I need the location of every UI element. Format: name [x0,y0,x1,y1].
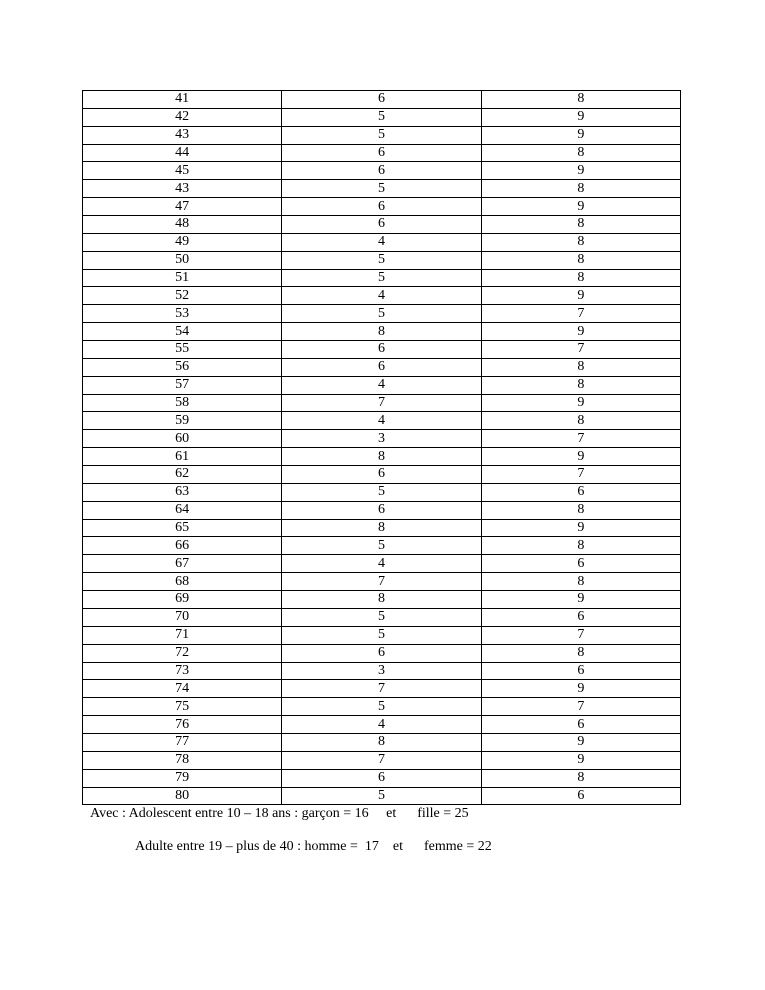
number-cell: 43 [83,180,282,198]
value-cell-a: 8 [282,591,481,609]
value-cell-a: 7 [282,751,481,769]
value-cell-b: 7 [481,341,680,359]
number-cell: 78 [83,751,282,769]
number-cell: 79 [83,769,282,787]
table-row [83,180,681,198]
value-cell-a: 6 [282,358,481,376]
value-cell-b: 7 [481,698,680,716]
value-cell-b: 9 [481,126,680,144]
value-cell-b: 8 [481,501,680,519]
note-adulte: Adulte entre 19 – plus de 40 : homme = 17 et femme = 22 [135,839,492,854]
table-row [83,680,681,698]
value-cell-a: 6 [282,162,481,180]
number-cell: 62 [83,466,282,484]
value-cell-a: 5 [282,251,481,269]
table-row [83,448,681,466]
number-cell: 73 [83,662,282,680]
value-cell-b: 8 [481,180,680,198]
table-row [83,787,681,805]
value-cell-a: 5 [282,126,481,144]
value-cell-a: 6 [282,341,481,359]
table-row [83,483,681,501]
number-cell: 53 [83,305,282,323]
table-row [83,501,681,519]
table-row [83,287,681,305]
table-row [83,662,681,680]
value-cell-b: 8 [481,537,680,555]
table-row [83,573,681,591]
number-cell: 77 [83,733,282,751]
value-cell-b: 8 [481,769,680,787]
number-cell: 59 [83,412,282,430]
value-cell-a: 4 [282,287,481,305]
number-cell: 45 [83,162,282,180]
table-row [83,466,681,484]
value-cell-b: 9 [481,519,680,537]
table-row [83,769,681,787]
data-table [82,90,681,805]
number-cell: 71 [83,626,282,644]
number-cell: 66 [83,537,282,555]
number-cell: 76 [83,716,282,734]
value-cell-b: 8 [481,412,680,430]
table-body [83,91,681,805]
table-row [83,358,681,376]
value-cell-b: 9 [481,323,680,341]
value-cell-b: 8 [481,91,680,109]
value-cell-a: 5 [282,698,481,716]
number-cell: 52 [83,287,282,305]
number-cell: 41 [83,91,282,109]
value-cell-b: 9 [481,680,680,698]
value-cell-a: 5 [282,269,481,287]
number-cell: 48 [83,216,282,234]
number-cell: 63 [83,483,282,501]
value-cell-a: 4 [282,233,481,251]
value-cell-b: 9 [481,198,680,216]
value-cell-b: 6 [481,483,680,501]
value-cell-b: 9 [481,108,680,126]
value-cell-b: 9 [481,162,680,180]
table-row [83,323,681,341]
value-cell-b: 9 [481,448,680,466]
value-cell-b: 9 [481,591,680,609]
table-row [83,626,681,644]
value-cell-a: 7 [282,573,481,591]
value-cell-b: 9 [481,733,680,751]
table-row [83,126,681,144]
table-row [83,251,681,269]
table-row [83,537,681,555]
value-cell-b: 8 [481,233,680,251]
table-row [83,430,681,448]
value-cell-b: 7 [481,626,680,644]
value-cell-a: 5 [282,626,481,644]
number-cell: 69 [83,591,282,609]
table-row [83,341,681,359]
value-cell-b: 9 [481,287,680,305]
number-cell: 64 [83,501,282,519]
value-cell-b: 8 [481,573,680,591]
note-adolescent: Avec : Adolescent entre 10 – 18 ans : garçon = 16 et fille = 25 [90,806,469,821]
value-cell-a: 5 [282,305,481,323]
number-cell: 68 [83,573,282,591]
table-row [83,162,681,180]
value-cell-a: 5 [282,180,481,198]
table-row [83,644,681,662]
value-cell-b: 8 [481,251,680,269]
number-cell: 61 [83,448,282,466]
table-row [83,555,681,573]
value-cell-a: 5 [282,537,481,555]
value-cell-b: 6 [481,555,680,573]
number-cell: 50 [83,251,282,269]
value-cell-a: 5 [282,483,481,501]
number-cell: 44 [83,144,282,162]
value-cell-a: 6 [282,769,481,787]
value-cell-a: 4 [282,555,481,573]
number-cell: 42 [83,108,282,126]
table-row [83,376,681,394]
number-cell: 55 [83,341,282,359]
number-cell: 65 [83,519,282,537]
number-cell: 80 [83,787,282,805]
value-cell-a: 7 [282,680,481,698]
number-cell: 51 [83,269,282,287]
value-cell-b: 8 [481,144,680,162]
value-cell-a: 5 [282,608,481,626]
value-cell-b: 9 [481,751,680,769]
value-cell-a: 6 [282,644,481,662]
table-row [83,305,681,323]
table-row [83,233,681,251]
value-cell-b: 7 [481,430,680,448]
value-cell-b: 9 [481,394,680,412]
value-cell-a: 4 [282,412,481,430]
value-cell-a: 5 [282,787,481,805]
number-cell: 70 [83,608,282,626]
value-cell-a: 5 [282,108,481,126]
value-cell-b: 6 [481,608,680,626]
number-cell: 47 [83,198,282,216]
value-cell-a: 7 [282,394,481,412]
value-cell-a: 3 [282,662,481,680]
value-cell-a: 6 [282,198,481,216]
number-cell: 43 [83,126,282,144]
table-row [83,716,681,734]
value-cell-b: 8 [481,358,680,376]
value-cell-a: 6 [282,466,481,484]
value-cell-a: 6 [282,144,481,162]
table-row [83,733,681,751]
value-cell-a: 6 [282,216,481,234]
table-row [83,412,681,430]
table-row [83,108,681,126]
table-row [83,144,681,162]
table-row [83,91,681,109]
table-row [83,698,681,716]
value-cell-a: 8 [282,323,481,341]
value-cell-b: 8 [481,216,680,234]
value-cell-b: 6 [481,787,680,805]
value-cell-b: 6 [481,716,680,734]
number-cell: 58 [83,394,282,412]
number-cell: 57 [83,376,282,394]
table-row [83,751,681,769]
value-cell-a: 4 [282,716,481,734]
number-cell: 74 [83,680,282,698]
number-cell: 75 [83,698,282,716]
table-row [83,269,681,287]
table-row [83,216,681,234]
value-cell-a: 6 [282,501,481,519]
number-cell: 56 [83,358,282,376]
number-cell: 72 [83,644,282,662]
value-cell-b: 8 [481,376,680,394]
value-cell-b: 7 [481,305,680,323]
value-cell-a: 6 [282,91,481,109]
value-cell-a: 4 [282,376,481,394]
number-cell: 60 [83,430,282,448]
value-cell-b: 6 [481,662,680,680]
value-cell-b: 7 [481,466,680,484]
value-cell-a: 8 [282,733,481,751]
number-cell: 54 [83,323,282,341]
value-cell-b: 8 [481,269,680,287]
table-row [83,394,681,412]
value-cell-a: 3 [282,430,481,448]
value-cell-a: 8 [282,448,481,466]
table-row [83,591,681,609]
value-cell-b: 8 [481,644,680,662]
value-cell-a: 8 [282,519,481,537]
table-row [83,198,681,216]
number-cell: 49 [83,233,282,251]
table-row [83,608,681,626]
number-cell: 67 [83,555,282,573]
table-row [83,519,681,537]
